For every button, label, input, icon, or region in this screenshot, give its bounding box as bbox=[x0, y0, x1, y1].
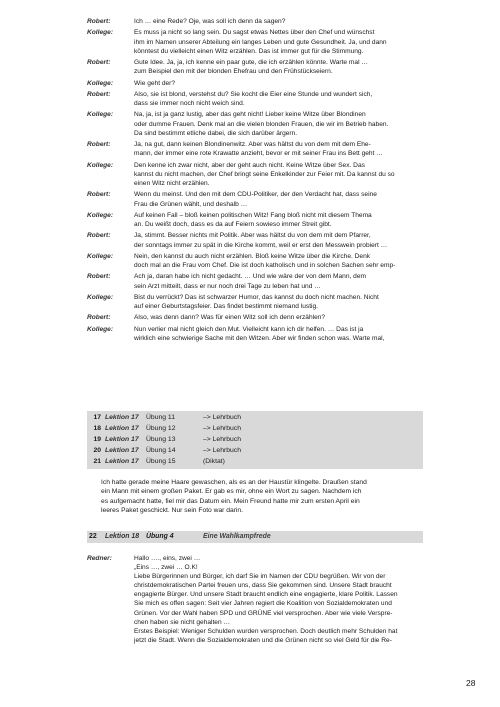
dialogue-line bbox=[87, 261, 423, 270]
track-lesson: Lektion 17 bbox=[105, 425, 139, 432]
dialogue-text: Ja, stimmt. Besser nichts mit Politik. Aber was hältst du von dem mit dem Pfarrer, bbox=[134, 232, 371, 240]
track-exercise: Übung 12 bbox=[146, 425, 176, 432]
speech-text: engagierte Bürger. Und unsere Stadt braucht endlich eine engagierte, klare Politik. Lassen bbox=[134, 591, 398, 599]
dialogue-text: Wie geht der? bbox=[134, 79, 176, 87]
dialogue-line bbox=[87, 38, 423, 47]
dialogue-text: Wenn du meinst. Und den mit dem CDU-Politiker, der den Verdacht hat, dass seine bbox=[134, 191, 377, 199]
track-lesson: Lektion 17 bbox=[105, 414, 139, 421]
speaker-label: Robert: bbox=[87, 191, 111, 199]
audio-track-list bbox=[87, 411, 423, 469]
section-track-number: 22 bbox=[89, 533, 97, 540]
dialogue-text: Also, sie ist blond, verstehst du? Sie kocht die Eier eine Stunde und wundert sich, bbox=[134, 90, 373, 98]
dialogue-text: Den kenne ich zwar nicht, aber der geht auch nicht. Keine Witze über Sex. Das bbox=[134, 161, 365, 169]
dialogue-text: auf einer Geburtstagsfeier. Das findet bestimmt niemand lustig. bbox=[134, 303, 318, 310]
section-exercise: Übung 4 bbox=[146, 533, 174, 540]
dialogue-text: Ach ja, daran habe ich nicht gedacht. … Und wie wäre der von dem Mann, dem bbox=[134, 273, 367, 281]
dialogue-text: oder dumme Frauen. Denk mal an die vielen blonden Frauen, die wir im Betrieb haben. bbox=[134, 120, 389, 128]
speaker-label: Robert: bbox=[87, 59, 111, 66]
track-reference: –> Lehrbuch bbox=[203, 414, 241, 421]
dialogue-text: Auf keinen Fall – bloß keinen politischen Witz! Fang bloß nicht mit diesem Thema bbox=[134, 211, 372, 219]
speaker-label: Robert: bbox=[87, 273, 111, 281]
dialogue-line bbox=[87, 58, 423, 67]
dialogue-text: kannst du nicht machen, der Chef bringt seine Enkelkinder zur Feier mit. Da kannst du so bbox=[134, 170, 395, 178]
dialogue-text: zum Beispiel den mit der blonden Ehefrau und den Frühstückseiern. bbox=[134, 68, 333, 76]
speech-block bbox=[87, 554, 423, 645]
dialogue-text: Bist du verrückt? Das ist schwarzer Humor, das kannst du doch nicht machen. Nicht bbox=[134, 293, 379, 301]
dialogue-block bbox=[87, 17, 423, 347]
dialogue-line bbox=[87, 170, 423, 179]
speech-line bbox=[87, 563, 423, 572]
speaker-label: Kollege: bbox=[87, 161, 114, 169]
dialogue-text: Nun verlier mal nicht gleich den Mut. Vielleicht kann ich dir helfen. … Das ist ja bbox=[134, 325, 364, 333]
speech-line bbox=[87, 609, 423, 618]
dialogue-line bbox=[87, 252, 423, 261]
dialogue-line bbox=[87, 231, 423, 240]
track-lesson: Lektion 17 bbox=[105, 447, 139, 454]
speaker-label: Robert: bbox=[87, 141, 111, 148]
dialogue-text: einen Witz nicht erzählen. bbox=[134, 180, 210, 187]
dialogue-text: ihm im Namen unserer Abteilung ein langes Leben und gute Gesundheit. Ja, und dann bbox=[134, 38, 387, 46]
track-lesson: Lektion 17 bbox=[105, 436, 139, 443]
dialogue-line bbox=[87, 313, 423, 322]
dialogue-line bbox=[87, 200, 423, 209]
dialogue-text: dass sie immer noch nicht weich sind. bbox=[134, 100, 245, 107]
speech-line bbox=[87, 627, 423, 636]
dialogue-line bbox=[87, 190, 423, 199]
dialogue-line bbox=[87, 241, 423, 250]
dialogue-text: Ich … eine Rede? Oje, was soll ich denn da sagen? bbox=[134, 18, 286, 25]
dialogue-line bbox=[87, 90, 423, 99]
track-exercise: Übung 13 bbox=[146, 436, 176, 443]
speech-text: „Eins …, zwei … O.K! bbox=[134, 564, 198, 572]
dictation-paragraph bbox=[101, 478, 423, 515]
dialogue-line bbox=[87, 325, 423, 334]
speaker-label: Redner: bbox=[87, 555, 112, 562]
speech-text: christdemokratischen Partei freuen uns, dass Sie gekommen sind. Unsere Stadt braucht bbox=[134, 582, 392, 590]
track-exercise: Übung 15 bbox=[146, 458, 176, 465]
track-number: 17 bbox=[93, 414, 101, 421]
dialogue-text: wirklich eine schwierige Sache mit den Witzen. Aber wir finden schon was. Warte mal, bbox=[134, 334, 385, 342]
dialogue-line bbox=[87, 149, 423, 158]
paragraph-line: ein Mann mit einem großen Paket. Er gab es mir, ohne ein Wort zu sagen. Nachdem ich bbox=[101, 488, 362, 496]
track-reference: –> Lehrbuch bbox=[203, 425, 241, 432]
speech-line bbox=[87, 618, 423, 627]
speech-line bbox=[87, 572, 423, 581]
dialogue-text: Gute Idee. Ja, ja, ich kenne ein paar gute, die ich erzählen könnte. Warte mal … bbox=[134, 59, 368, 66]
dialogue-line bbox=[87, 110, 423, 119]
speaker-label: Kollege: bbox=[87, 29, 114, 37]
section-header bbox=[87, 531, 423, 543]
dialogue-line bbox=[87, 120, 423, 129]
dialogue-line bbox=[87, 334, 423, 343]
track-reference: –> Lehrbuch bbox=[203, 436, 241, 443]
dialogue-text: mann, der immer eine rote Krawatte anzieht, bevor er mit seiner Frau ins Bett geht … bbox=[134, 150, 383, 158]
dialogue-line bbox=[87, 28, 423, 37]
track-number: 19 bbox=[93, 436, 101, 443]
paragraph-line: leeres Paket geschickt. Nur sein Foto war darin. bbox=[101, 506, 243, 514]
dialogue-line bbox=[87, 220, 423, 229]
speech-text: chen haben sie nicht gehalten … bbox=[134, 618, 231, 626]
paragraph-line: es aufgemacht hatte, fiel mir das Datum ein. Mein Freund hatte mir zum ersten April ein bbox=[101, 497, 360, 505]
track-lesson: Lektion 17 bbox=[105, 458, 139, 465]
speech-text: Grünen. Vor der Wahl haben SPD und GRÜNE viel versprochen. Aber wie viele Verspre- bbox=[134, 609, 393, 617]
dialogue-line bbox=[87, 272, 423, 281]
dialogue-line bbox=[87, 17, 423, 26]
track-exercise: Übung 11 bbox=[146, 414, 175, 421]
speaker-label: Robert: bbox=[87, 314, 111, 322]
dialogue-text: doch mal an die Frau vom Chef. Die ist doch katholisch und in solchen Sachen sehr emp- bbox=[134, 262, 396, 269]
speaker-label: Robert: bbox=[87, 232, 111, 240]
speech-line bbox=[87, 636, 423, 645]
speaker-label: Kollege: bbox=[87, 325, 114, 333]
speech-text: Erstes Beispiel: Weniger Schulden wurden versprochen. Doch deutlich mehr Schulden hat bbox=[134, 627, 398, 635]
dialogue-line bbox=[87, 179, 423, 188]
speaker-label: Kollege: bbox=[87, 252, 114, 260]
dialogue-text: Da sind bestimmt etliche dabei, die sich darüber ärgern. bbox=[134, 129, 298, 137]
speech-line bbox=[87, 599, 423, 608]
page-number: 28 bbox=[466, 678, 476, 688]
dialogue-line bbox=[87, 140, 423, 149]
dialogue-text: Na, ja, ist ja ganz lustig, aber das geht nicht! Lieber keine Witze über Blondinen bbox=[134, 111, 366, 119]
dialogue-line bbox=[87, 282, 423, 291]
speaker-label: Kollege: bbox=[87, 211, 114, 219]
dialogue-line bbox=[87, 293, 423, 302]
section-title: Eine Wahlkampfrede bbox=[203, 533, 271, 540]
dialogue-text: an. Du weißt doch, dass es da auf Feiern sowieso immer Streit gibt. bbox=[134, 221, 332, 228]
dialogue-line bbox=[87, 302, 423, 311]
dialogue-text: der sonntags immer zu spät in die Kirche kommt, weil er erst den Messwein probiert … bbox=[134, 241, 388, 249]
track-number: 20 bbox=[93, 447, 101, 454]
speech-line bbox=[87, 581, 423, 590]
speaker-label: Kollege: bbox=[87, 79, 114, 87]
dialogue-line bbox=[87, 161, 423, 170]
track-number: 18 bbox=[93, 425, 101, 432]
speech-text: jetzt die Stadt. Wenn die Sozialdemokraten und die Grünen nicht so viel Geld für die Re- bbox=[134, 636, 392, 644]
speaker-label: Kollege: bbox=[87, 111, 114, 119]
speaker-label: Robert: bbox=[87, 90, 111, 98]
dialogue-line bbox=[87, 211, 423, 220]
speech-line bbox=[87, 590, 423, 599]
speaker-label: Robert: bbox=[87, 18, 111, 25]
dialogue-text: Es muss ja nicht so lang sein. Du sagst etwas Nettes über den Chef und wünschst bbox=[134, 29, 375, 37]
dialogue-text: Frau die Grünen wählt, und deshalb … bbox=[134, 200, 248, 208]
speech-text: Hallo …., eins, zwei … bbox=[134, 555, 201, 562]
track-reference: –> Lehrbuch bbox=[203, 447, 241, 454]
speech-text: Liebe Bürgerinnen und Bürger, ich darf Sie im Namen der CDU begrüßen. Wir von der bbox=[134, 573, 386, 581]
speech-line bbox=[87, 554, 423, 563]
paragraph-line: Ich hatte gerade meine Haare gewaschen, als es an der Haustür klingelte. Draußen stand bbox=[101, 479, 367, 486]
dialogue-text: sein Arzt mitteilt, dass er nur noch drei Tage zu leben hat und … bbox=[134, 282, 321, 290]
section-lesson: Lektion 18 bbox=[105, 533, 140, 540]
dialogue-line bbox=[87, 99, 423, 108]
dialogue-line bbox=[87, 47, 423, 56]
track-reference: (Diktat) bbox=[203, 458, 225, 465]
dialogue-text: Also, was denn dann? Was für einen Witz soll ich denn erzählen? bbox=[134, 314, 326, 322]
dialogue-line bbox=[87, 129, 423, 138]
dialogue-text: Ja, na gut, dann keinen Blondinenwitz. Aber was hältst du von dem mit dem Ehe- bbox=[134, 141, 371, 148]
dialogue-line bbox=[87, 79, 423, 88]
speech-text: Sie mich es offen sagen: Seit vier Jahren regiert die Koalition von Sozialdemokraten und bbox=[134, 600, 392, 608]
speaker-label: Kollege: bbox=[87, 293, 114, 301]
dialogue-line bbox=[87, 67, 423, 76]
dialogue-text: könntest du vielleicht einen Witz erzählen. Das ist immer gut für die Stimmung. bbox=[134, 47, 364, 55]
dialogue-text: Nein, den kannst du auch nicht erzählen. Bloß keine Witze über die Kirche. Denk bbox=[134, 252, 371, 260]
track-exercise: Übung 14 bbox=[146, 447, 176, 454]
track-number: 21 bbox=[93, 458, 101, 465]
